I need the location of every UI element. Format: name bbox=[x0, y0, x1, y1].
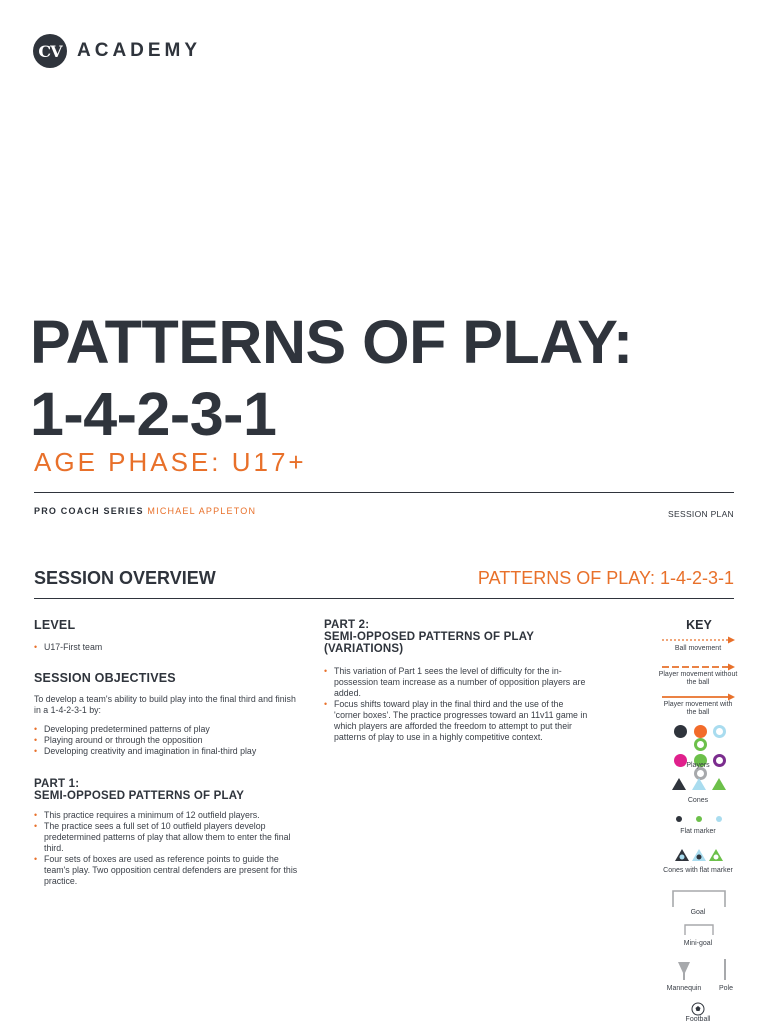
list-item: • This variation of Part 1 sees the level of difficulty for the in-possession team increase as a number of opposition players are added. bbox=[324, 666, 589, 699]
left-column bbox=[34, 619, 302, 887]
caption-cones: Cones bbox=[687, 797, 709, 804]
part2-list bbox=[324, 666, 589, 743]
logo-wordmark: ACADEMY bbox=[77, 40, 202, 61]
list-item: • Focus shifts toward play in the final third and the use of the 'corner boxes'. The practice progresses toward an 11v11 game in which players are afforded the freedom to attempt to put their patterns of play to use in a highly competitive context. bbox=[324, 699, 589, 743]
list-item: • This practice requires a minimum of 12 outfield players. bbox=[34, 810, 302, 821]
mini-goal-icon bbox=[684, 924, 714, 936]
player-ring-green bbox=[694, 738, 707, 751]
caption-player-with-ball: Player movement with the ball bbox=[663, 701, 733, 716]
flat-marker-dark-icon bbox=[676, 816, 682, 822]
players-swatches bbox=[664, 725, 736, 780]
caption-mini-goal: Mini-goal bbox=[683, 940, 713, 947]
list-item: • U17-First team bbox=[34, 642, 302, 653]
part1-heading-a: PART 1: bbox=[34, 778, 80, 790]
page-title bbox=[30, 306, 633, 450]
objectives-heading: SESSION OBJECTIVES bbox=[34, 671, 176, 685]
part2-heading-b: SEMI-OPPOSED PATTERNS OF PLAY bbox=[324, 631, 535, 643]
cones-swatches bbox=[664, 778, 734, 790]
logo-badge: CV bbox=[33, 34, 67, 68]
flat-marker-lightblue-icon bbox=[716, 816, 722, 822]
divider-top bbox=[34, 492, 734, 493]
age-phase: AGE PHASE: U17+ bbox=[34, 447, 307, 477]
list-item: • The practice sees a full set of 10 outfield players develop predetermined patterns of play that allow them to enter the final third. bbox=[34, 821, 302, 854]
ball-movement-arrow bbox=[662, 637, 735, 644]
session-overview-heading: SESSION OVERVIEW bbox=[34, 568, 216, 588]
level-heading: LEVEL bbox=[34, 618, 76, 632]
caption-cones-with-flat-marker: Cones with flat marker bbox=[663, 867, 733, 874]
goal-icon bbox=[672, 890, 726, 908]
title-line-2: 1-4-2-3-1 bbox=[30, 380, 277, 448]
flat-marker-green-icon bbox=[696, 816, 702, 822]
caption-pole: Pole bbox=[718, 985, 733, 992]
part1-list bbox=[34, 810, 302, 887]
caption-mannequin: Mannequin bbox=[666, 985, 702, 992]
overview-right-title: PATTERNS OF PLAY: 1-4-2-3-1 bbox=[477, 568, 734, 588]
cone-lightblue-icon bbox=[692, 778, 706, 790]
coach-name: MICHAEL APPLETON bbox=[147, 506, 257, 516]
caption-player-without-ball: Player movement without the ball bbox=[658, 671, 738, 686]
doc-type-label: SESSION PLAN bbox=[668, 509, 734, 519]
player-ring-lightblue bbox=[713, 725, 726, 738]
player-dot-orange bbox=[694, 725, 707, 738]
list-item: • Four sets of boxes are used as reference points to guide the team's play. Two opposition central defenders are present for this practice. bbox=[34, 854, 302, 887]
player-dot-dark bbox=[674, 725, 687, 738]
pole-icon bbox=[722, 958, 728, 982]
caption-ball-movement: Ball movement bbox=[674, 645, 722, 652]
divider-overview bbox=[34, 598, 734, 599]
list-item: • Developing predetermined patterns of play bbox=[34, 724, 302, 735]
football-icon bbox=[691, 1002, 705, 1016]
part1-heading-b: SEMI-OPPOSED PATTERNS OF PLAY bbox=[34, 790, 245, 802]
cone-green-icon bbox=[712, 778, 726, 790]
objectives-intro: To develop a team's ability to build play into the final third and finish in a 1-4-2-3-1 by: bbox=[34, 694, 296, 715]
caption-flat-marker: Flat marker bbox=[680, 828, 716, 835]
list-item: • Developing creativity and imagination in final-third play bbox=[34, 746, 302, 757]
objectives-list bbox=[34, 724, 302, 757]
series-label: PRO COACH SERIES bbox=[34, 506, 144, 516]
part2-heading-a: PART 2: bbox=[324, 619, 370, 631]
cone-dark-icon bbox=[672, 778, 686, 790]
cones-with-flat-marker-icon bbox=[674, 848, 724, 862]
academy-logo bbox=[33, 34, 201, 68]
flat-marker-swatches bbox=[664, 816, 734, 822]
player-with-ball-arrow bbox=[662, 694, 735, 701]
middle-column bbox=[324, 619, 589, 743]
list-item: • Playing around or through the opposition bbox=[34, 735, 302, 746]
series-line bbox=[34, 506, 256, 516]
caption-football: Football bbox=[685, 1016, 711, 1023]
caption-players: Players bbox=[686, 762, 710, 769]
part2-heading-c: (VARIATIONS) bbox=[324, 643, 404, 655]
level-list bbox=[34, 642, 302, 653]
mannequin-icon bbox=[676, 958, 692, 982]
caption-goal: Goal bbox=[690, 909, 706, 916]
player-without-ball-arrow bbox=[662, 664, 735, 671]
title-line-1: PATTERNS OF PLAY: bbox=[30, 308, 633, 376]
key-heading: KEY bbox=[686, 618, 712, 632]
